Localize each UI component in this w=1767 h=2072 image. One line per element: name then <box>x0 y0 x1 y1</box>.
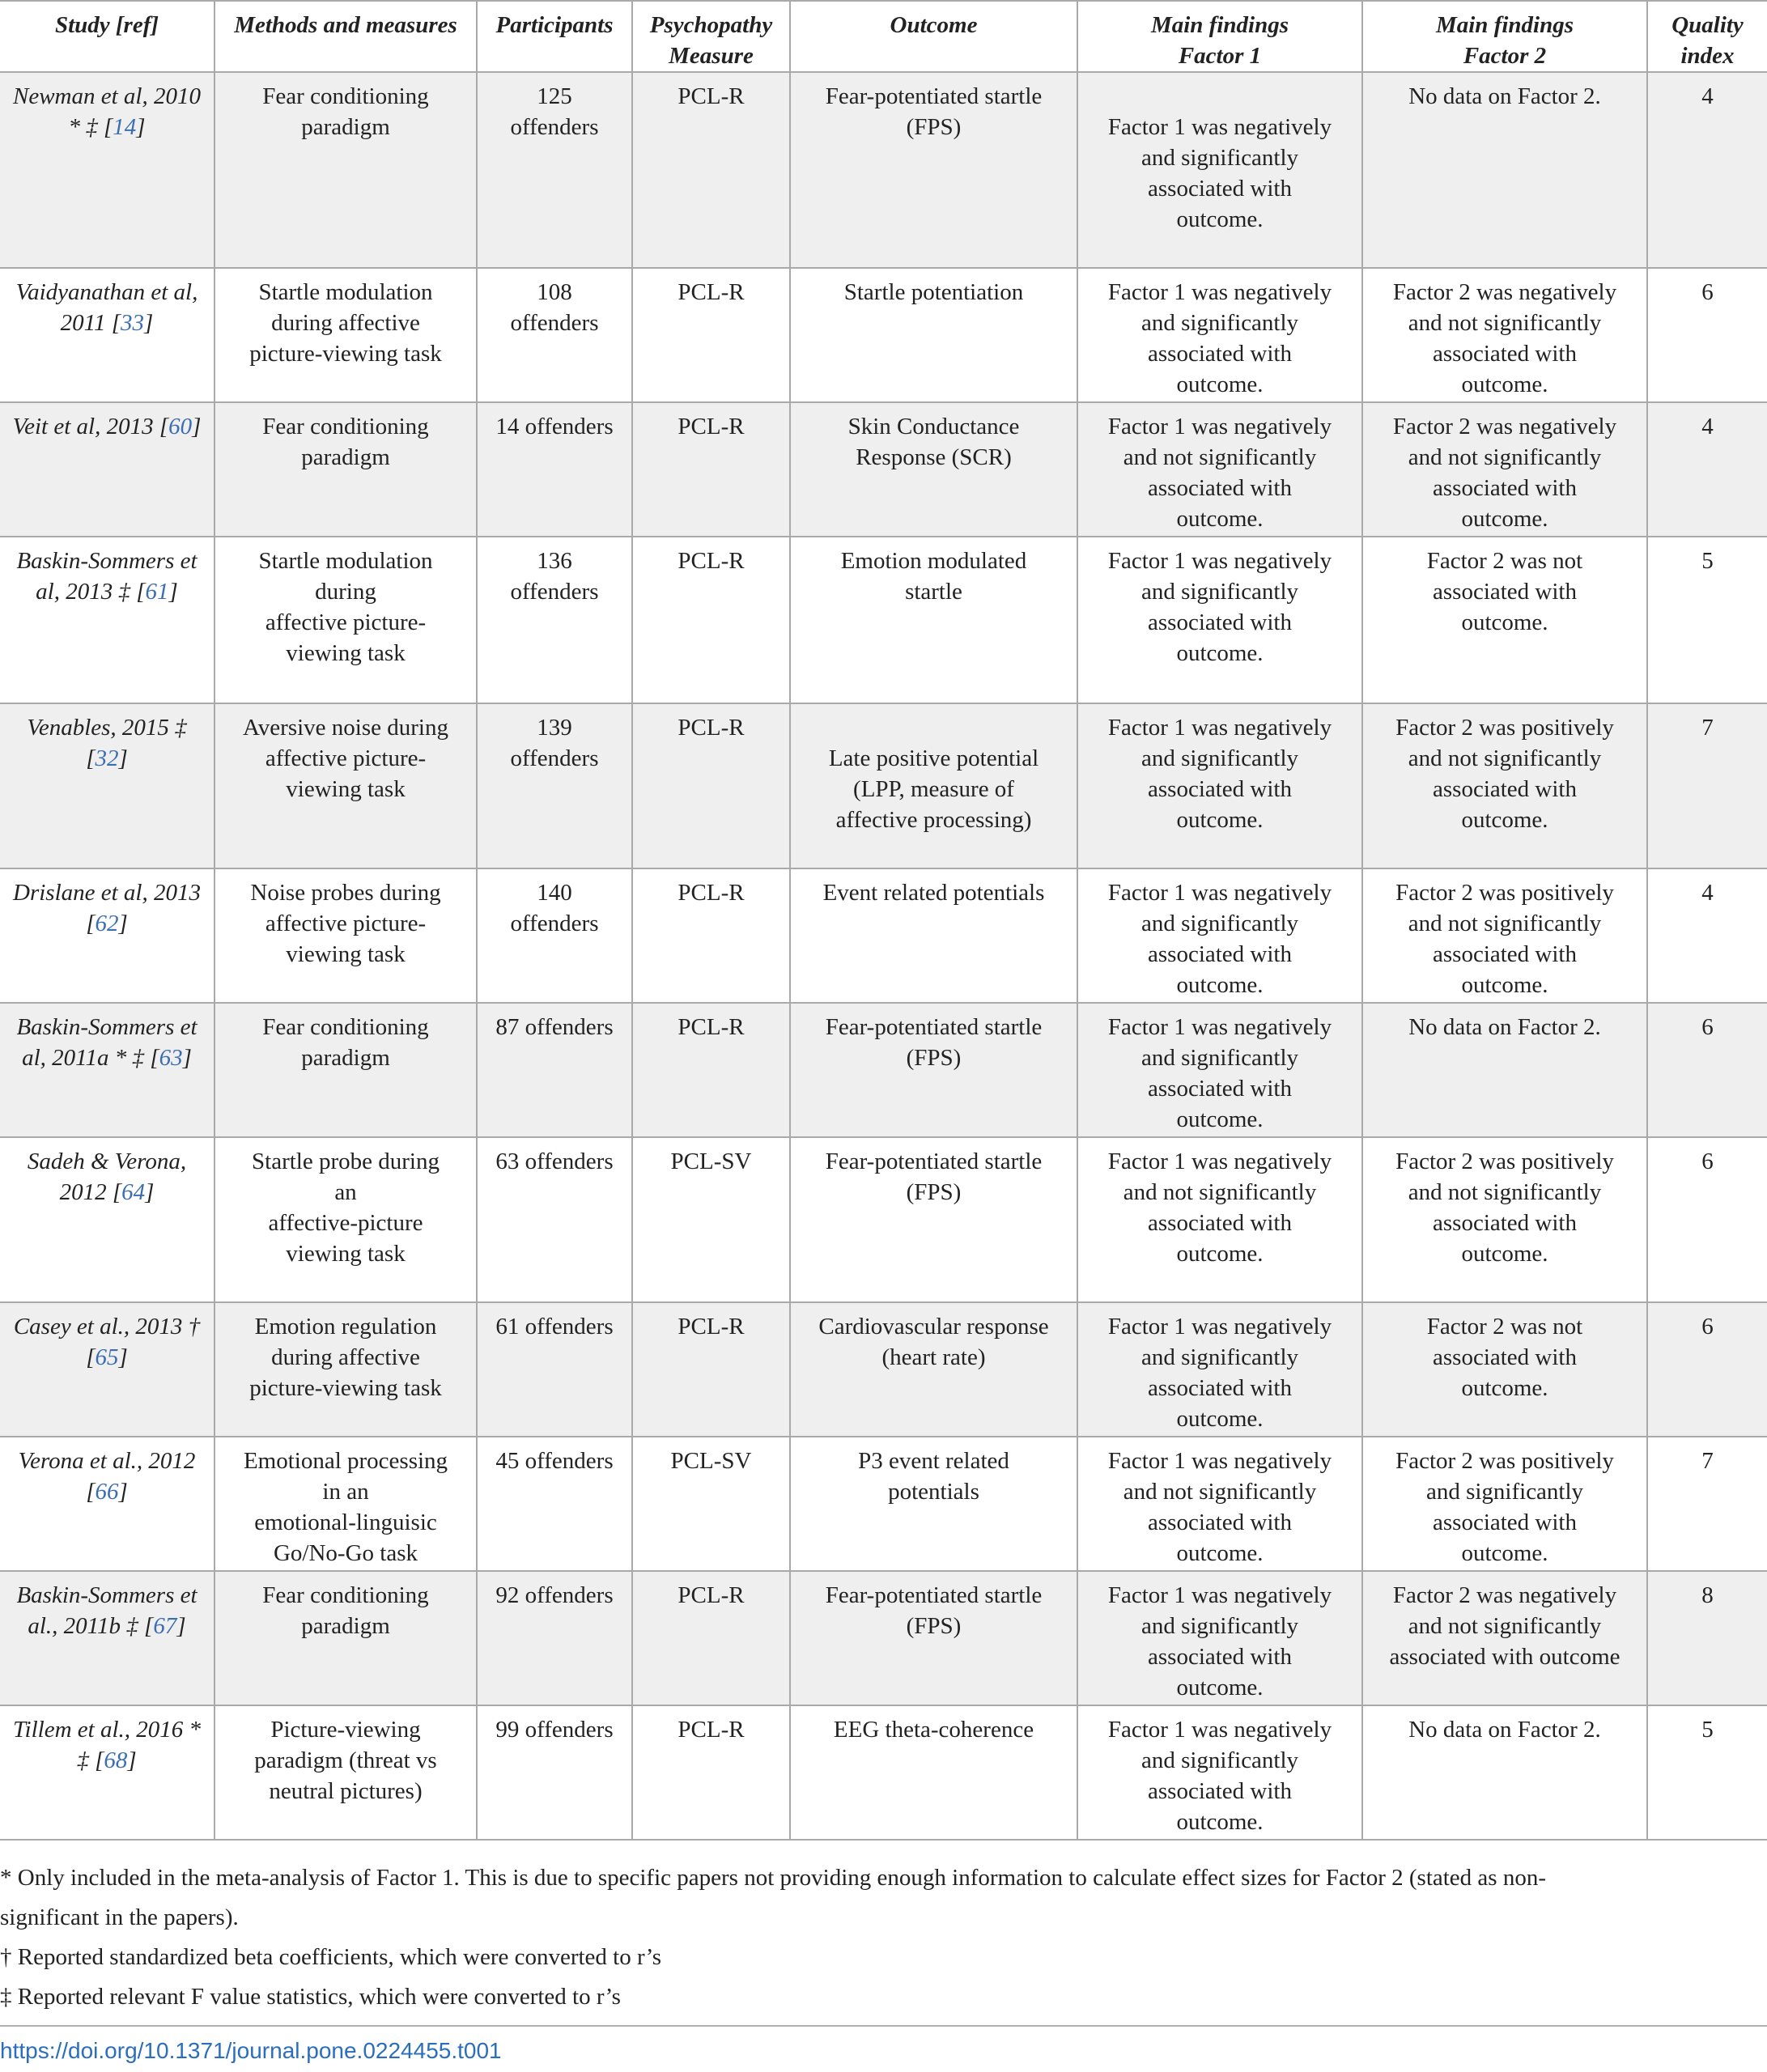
cell-factor2: Factor 2 was negatively and not significantly associated with outcome <box>1362 1571 1647 1705</box>
reference-link[interactable]: 60 <box>168 414 193 439</box>
col-header-methods: Methods and measures <box>215 1 477 72</box>
cell-factor2: Factor 2 was positively and not significantly associated with outcome. <box>1362 868 1647 1003</box>
cell-measure: PCL-SV <box>632 1437 790 1571</box>
cell-methods: Fear conditioning paradigm <box>215 402 477 537</box>
cell-quality: 6 <box>1647 1003 1767 1137</box>
cell-participants: 61 offenders <box>477 1302 632 1437</box>
cell-factor2: Factor 2 was not associated with outcome. <box>1362 1302 1647 1437</box>
cell-outcome: EEG theta-coherence <box>790 1705 1077 1840</box>
col-header-factor2: Main findings Factor 2 <box>1362 1 1647 72</box>
cell-study: Newman et al, 2010 * ‡ [14] <box>0 72 215 268</box>
cell-factor1: Factor 1 was negatively and significantly associated with outcome. <box>1077 72 1362 268</box>
reference-link[interactable]: 64 <box>121 1179 146 1205</box>
cell-measure: PCL-R <box>632 1705 790 1840</box>
reference-link[interactable]: 61 <box>145 579 169 605</box>
cell-study: Tillem et al., 2016 * ‡ [68] <box>0 1705 215 1840</box>
table-body <box>0 72 1767 1840</box>
cell-measure: PCL-R <box>632 537 790 703</box>
cell-quality: 8 <box>1647 1571 1767 1705</box>
reference-link[interactable]: 68 <box>104 1747 128 1773</box>
footer-divider <box>0 2025 1767 2027</box>
cell-factor2: Factor 2 was not associated with outcome. <box>1362 537 1647 703</box>
cell-factor2: Factor 2 was positively and significantly associated with outcome. <box>1362 1437 1647 1571</box>
header-row <box>0 1 1767 72</box>
cell-methods: Startle probe during an affective-picture viewing task <box>215 1137 477 1302</box>
cell-outcome: Event related potentials <box>790 868 1077 1003</box>
cell-outcome: Fear-potentiated startle (FPS) <box>790 1137 1077 1302</box>
cell-participants: 92 offenders <box>477 1571 632 1705</box>
cell-methods: Startle modulation during affective picture-viewing task <box>215 268 477 402</box>
cell-factor1: Factor 1 was negatively and significantly associated with outcome. <box>1077 1302 1362 1437</box>
cell-outcome: Emotion modulated startle <box>790 537 1077 703</box>
cell-measure: PCL-R <box>632 868 790 1003</box>
table-row <box>0 1137 1767 1302</box>
reference-link[interactable]: 14 <box>113 114 137 140</box>
cell-measure: PCL-R <box>632 703 790 868</box>
cell-methods: Fear conditioning paradigm <box>215 1571 477 1705</box>
cell-methods: Emotional processing in an emotional-linguisic Go/No-Go task <box>215 1437 477 1571</box>
cell-measure: PCL-R <box>632 1302 790 1437</box>
cell-study: Veit et al, 2013 [60] <box>0 402 215 537</box>
col-header-participants: Participants <box>477 1 632 72</box>
table-row <box>0 1571 1767 1705</box>
col-header-measure: Psychopathy Measure <box>632 1 790 72</box>
cell-factor2: No data on Factor 2. <box>1362 1705 1647 1840</box>
cell-study: Vaidyanathan et al, 2011 [33] <box>0 268 215 402</box>
cell-participants: 99 offenders <box>477 1705 632 1840</box>
cell-participants: 136 offenders <box>477 537 632 703</box>
cell-quality: 6 <box>1647 268 1767 402</box>
cell-methods: Emotion regulation during affective picture-viewing task <box>215 1302 477 1437</box>
cell-outcome: Cardiovascular response (heart rate) <box>790 1302 1077 1437</box>
col-header-study: Study [ref] <box>0 1 215 72</box>
cell-measure: PCL-R <box>632 268 790 402</box>
cell-study: Casey et al., 2013 † [65] <box>0 1302 215 1437</box>
reference-link[interactable]: 33 <box>121 310 145 336</box>
cell-factor1: Factor 1 was negatively and significantly associated with outcome. <box>1077 1705 1362 1840</box>
cell-factor2: No data on Factor 2. <box>1362 72 1647 268</box>
table-row <box>0 1705 1767 1840</box>
cell-participants: 45 offenders <box>477 1437 632 1571</box>
cell-factor2: Factor 2 was positively and not significantly associated with outcome. <box>1362 703 1647 868</box>
cell-participants: 140 offenders <box>477 868 632 1003</box>
reference-link[interactable]: 67 <box>153 1613 177 1639</box>
cell-methods: Noise probes during affective picture- viewing task <box>215 868 477 1003</box>
cell-methods: Startle modulation during affective picture- viewing task <box>215 537 477 703</box>
cell-quality: 5 <box>1647 1705 1767 1840</box>
cell-measure: PCL-R <box>632 402 790 537</box>
table-row <box>0 868 1767 1003</box>
cell-quality: 4 <box>1647 402 1767 537</box>
cell-study: Baskin-Sommers et al, 2013 ‡ [61] <box>0 537 215 703</box>
cell-outcome: Fear-potentiated startle (FPS) <box>790 1571 1077 1705</box>
table-row <box>0 72 1767 268</box>
cell-measure: PCL-SV <box>632 1137 790 1302</box>
footnote-asterisk-cont: significant in the papers). <box>0 1904 239 1930</box>
cell-study: Venables, 2015 ‡ [32] <box>0 703 215 868</box>
reference-link[interactable]: 62 <box>95 911 119 936</box>
reference-link[interactable]: 66 <box>95 1479 119 1505</box>
cell-participants: 125 offenders <box>477 72 632 268</box>
cell-factor1: Factor 1 was negatively and significantly associated with outcome. <box>1077 1571 1362 1705</box>
table-row <box>0 268 1767 402</box>
col-header-quality: Quality index <box>1647 1 1767 72</box>
doi-link[interactable]: https://doi.org/10.1371/journal.pone.0224455.t001 <box>0 2038 502 2063</box>
cell-participants: 108 offenders <box>477 268 632 402</box>
footnote-double-dagger: ‡ Reported relevant F value statistics, which were converted to r’s <box>0 1984 621 2010</box>
cell-participants: 87 offenders <box>477 1003 632 1137</box>
cell-study: Verona et al., 2012 [66] <box>0 1437 215 1571</box>
cell-quality: 4 <box>1647 72 1767 268</box>
cell-factor1: Factor 1 was negatively and not significantly associated with outcome. <box>1077 402 1362 537</box>
cell-factor1: Factor 1 was negatively and significantly associated with outcome. <box>1077 268 1362 402</box>
cell-study: Baskin-Sommers et al, 2011a * ‡ [63] <box>0 1003 215 1137</box>
table-row <box>0 402 1767 537</box>
cell-measure: PCL-R <box>632 1571 790 1705</box>
footnote-dagger: † Reported standardized beta coefficients, which were converted to r’s <box>0 1944 662 1970</box>
cell-quality: 6 <box>1647 1302 1767 1437</box>
cell-quality: 4 <box>1647 868 1767 1003</box>
cell-quality: 5 <box>1647 537 1767 703</box>
reference-link[interactable]: 65 <box>95 1344 119 1370</box>
cell-factor2: No data on Factor 2. <box>1362 1003 1647 1137</box>
cell-factor1: Factor 1 was negatively and significantly associated with outcome. <box>1077 1003 1362 1137</box>
footnote-asterisk: * Only included in the meta-analysis of Factor 1. This is due to specific papers not providing enough information to calculate effect sizes for Factor 2 (stated as non- <box>0 1865 1546 1891</box>
table-row <box>0 703 1767 868</box>
cell-study: Drislane et al, 2013 [62] <box>0 868 215 1003</box>
cell-study: Sadeh & Verona, 2012 [64] <box>0 1137 215 1302</box>
table-row <box>0 1003 1767 1137</box>
cell-quality: 6 <box>1647 1137 1767 1302</box>
col-header-outcome: Outcome <box>790 1 1077 72</box>
table-row <box>0 537 1767 703</box>
cell-factor2: Factor 2 was positively and not significantly associated with outcome. <box>1362 1137 1647 1302</box>
cell-participants: 63 offenders <box>477 1137 632 1302</box>
cell-quality: 7 <box>1647 1437 1767 1571</box>
cell-factor1: Factor 1 was negatively and not significantly associated with outcome. <box>1077 1437 1362 1571</box>
cell-outcome: P3 event related potentials <box>790 1437 1077 1571</box>
table-row <box>0 1437 1767 1571</box>
reference-link[interactable]: 63 <box>159 1045 183 1071</box>
cell-study: Baskin-Sommers et al., 2011b ‡ [67] <box>0 1571 215 1705</box>
cell-measure: PCL-R <box>632 72 790 268</box>
cell-factor1: Factor 1 was negatively and significantly associated with outcome. <box>1077 868 1362 1003</box>
cell-measure: PCL-R <box>632 1003 790 1137</box>
table-row <box>0 1302 1767 1437</box>
cell-factor1: Factor 1 was negatively and significantly associated with outcome. <box>1077 703 1362 868</box>
cell-factor2: Factor 2 was negatively and not significantly associated with outcome. <box>1362 268 1647 402</box>
cell-methods: Aversive noise during affective picture- viewing task <box>215 703 477 868</box>
cell-participants: 14 offenders <box>477 402 632 537</box>
cell-factor1: Factor 1 was negatively and significantly associated with outcome. <box>1077 537 1362 703</box>
cell-factor1: Factor 1 was negatively and not significantly associated with outcome. <box>1077 1137 1362 1302</box>
cell-factor2: Factor 2 was negatively and not significantly associated with outcome. <box>1362 402 1647 537</box>
cell-quality: 7 <box>1647 703 1767 868</box>
reference-link[interactable]: 32 <box>95 745 119 771</box>
cell-outcome: Fear-potentiated startle (FPS) <box>790 72 1077 268</box>
cell-outcome: Late positive potential (LPP, measure of affective processing) <box>790 703 1077 868</box>
cell-outcome: Startle potentiation <box>790 268 1077 402</box>
cell-outcome: Fear-potentiated startle (FPS) <box>790 1003 1077 1137</box>
footnotes <box>0 1858 1740 2017</box>
cell-outcome: Skin Conductance Response (SCR) <box>790 402 1077 537</box>
col-header-factor1: Main findings Factor 1 <box>1077 1 1362 72</box>
cell-methods: Fear conditioning paradigm <box>215 72 477 268</box>
cell-methods: Picture-viewing paradigm (threat vs neutral pictures) <box>215 1705 477 1840</box>
cell-participants: 139 offenders <box>477 703 632 868</box>
cell-methods: Fear conditioning paradigm <box>215 1003 477 1137</box>
